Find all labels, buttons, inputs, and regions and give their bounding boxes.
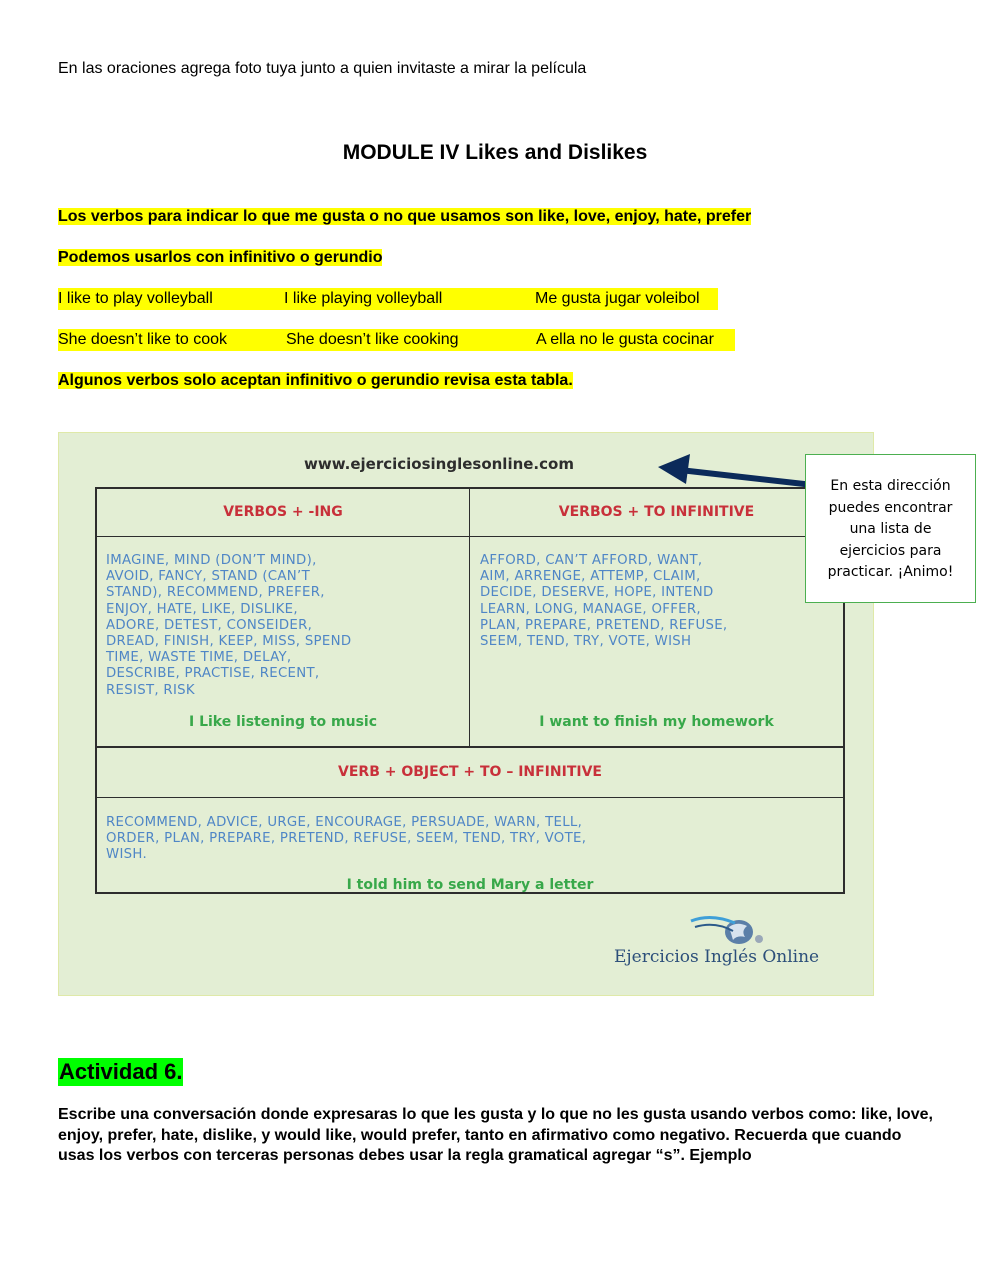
example-1-translation: Me gusta jugar voleibol [535,288,700,310]
col2-verbs: AFFORD, CAN’T AFFORD, WANT, AIM, ARRENGE, ATTEMP, CLAIM, DECIDE, DESERVE, HOPE, INTEND LEARN, LONG, MANAGE, OFFER, PLAN, PREPARE, PRETEND, REFUSE, SEEM, TEND, TRY, VOTE, WISH [480,553,728,650]
verbs-line-text: Los verbos para indicar lo que me gusta o no que usamos son like, love, enjoy, hate, prefer [58,208,752,225]
usage-line-text: Podemos usarlos con infinitivo o gerundio [58,249,383,266]
page-title: MODULE IV Likes and Dislikes [342,141,648,164]
verbs-line [58,206,751,228]
example-row-1-bg [58,288,718,310]
table-note-text: Algunos verbos solo aceptan infinitivo o gerundio revisa esta tabla. [58,372,573,389]
table-border-row2-header [95,797,845,798]
row2-verbs: RECOMMEND, ADVICE, URGE, ENCOURAGE, PERSUADE, WARN, TELL, ORDER, PLAN, PREPARE, PRETEND, REFUSE, SEEM, TEND, TRY, VOTE, WISH. [106,815,587,863]
row2-example: I told him to send Mary a letter [346,877,594,893]
col2-header: VERBOS + TO INFINITIVE [558,504,755,520]
usage-line [58,247,382,269]
example-2-translation: A ella no le gusta cocinar [536,329,714,351]
callout-box [805,454,976,603]
example-1-gerund: I like playing volleyball [284,288,442,310]
example-2-infinitive: She doesn’t like to cook [58,329,227,351]
intro-text: En las oraciones agrega foto tuya junto a quien invitaste a mirar la película [58,60,587,77]
callout-line-3: una lista de [849,521,932,537]
col1-header: VERBOS + -ING [223,504,343,520]
callout-line-5: practicar. ¡Animo! [827,564,954,580]
table-border-center [469,487,470,747]
arrow-icon [650,448,830,498]
globe-logo-icon [689,913,765,947]
example-2-gerund: She doesn’t like cooking [286,329,459,351]
callout-line-2: puedes encontrar [828,499,953,516]
table-note-line [58,370,573,392]
col1-verbs: IMAGINE, MIND (DON’T MIND), AVOID, FANCY, STAND (CAN’T STAND), RECOMMEND, PREFER, ENJOY, HATE, LIKE, DISLIKE, ADORE, DETEST, CONSEIDER, DREAD, FINISH, KEEP, MISS, SPEND TIME, WASTE TIME, DELAY, DESCRIBE, PRACTISE, RECENT, RESIST, RISK [106,553,352,698]
example-row-2 [58,329,735,351]
table-border-mid [95,746,845,748]
example-1-infinitive: I like to play volleyball [58,288,213,310]
table-border-left [95,487,97,894]
logo-text: Ejercicios Inglés Online [614,947,820,967]
col1-example: I Like listening to music [188,714,378,730]
callout-line-4: ejercicios para [839,542,942,559]
table-border-header [95,536,845,537]
verb-table-image [58,432,874,996]
activity-heading: Actividad 6. [59,1059,183,1084]
col2-example: I want to finish my homework [539,714,774,730]
site-url: www.ejerciciosinglesonline.com [304,455,574,473]
activity-instructions: Escribe una conversación donde expresaras lo que les gusta y lo que no les gusta usando verbos como: like, love, enjoy, prefer, hate, dislike, y would like, would prefer, tanto en afirmativo como negativo. Recuerda que cuando usas los verbos con terceras personas debes usar la regla gramatical agregar “s”. Ejemplo [58,1106,933,1164]
callout-line-1: En esta dirección [830,478,951,494]
row2-header: VERB + OBJECT + TO – INFINITIVE [338,764,602,780]
